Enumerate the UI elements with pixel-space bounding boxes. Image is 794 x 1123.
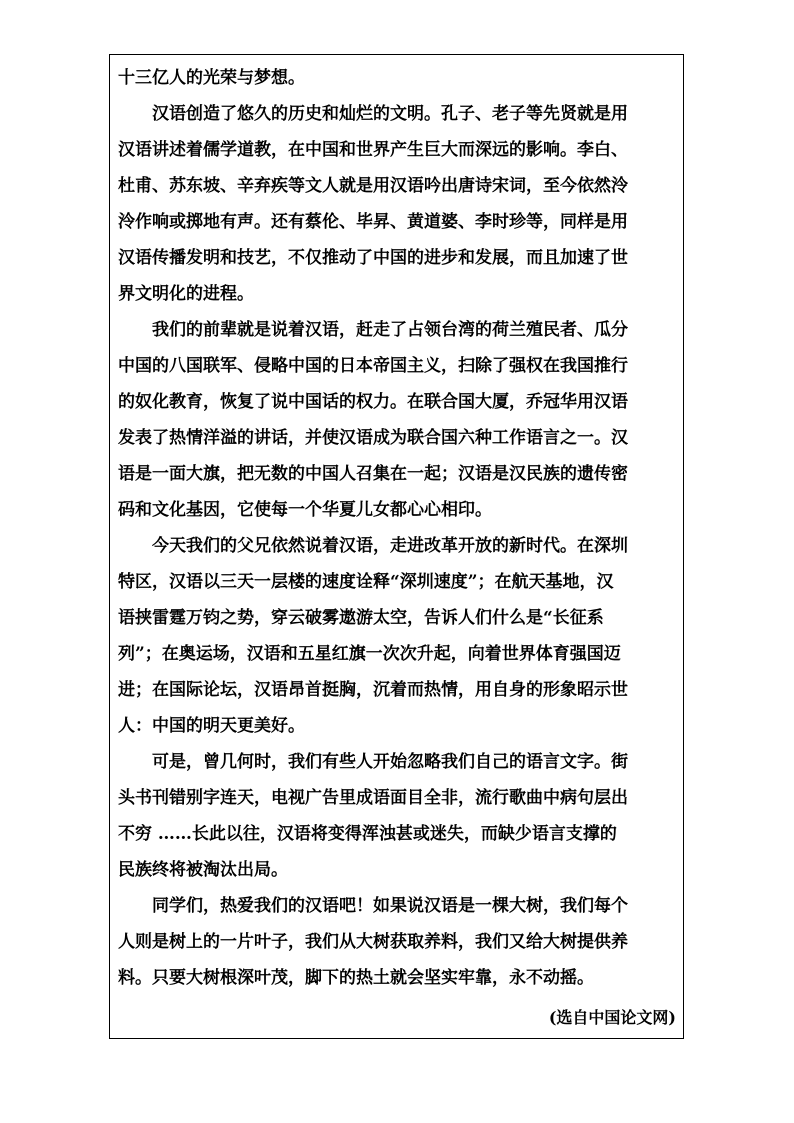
- text-line: 列”；在奥运场，汉语和五星红旗一次次升起，向着世界体育强国迈: [118, 644, 621, 664]
- text-line: 汉语讲述着儒学道教，在中国和世界产生巨大而深远的影响。李白、: [118, 140, 628, 160]
- text-line: 我们的前辈就是说着汉语，赶走了占领台湾的荷兰殖民者、瓜分: [152, 320, 628, 340]
- text-line: 的奴化教育，恢复了说中国话的权力。在联合国大厦，乔冠华用汉语: [118, 392, 628, 412]
- text-line: 汉语创造了悠久的历史和灿烂的文明。孔子、老子等先贤就是用: [152, 104, 628, 124]
- text-line: 可是，曾几何时，我们有些人开始忽略我们自己的语言文字。街: [152, 752, 628, 772]
- text-line: 人：中国的明天更美好。: [118, 716, 305, 736]
- text-line: 人则是树上的一片叶子，我们从大树获取养料，我们又给大树提供养: [118, 932, 628, 952]
- text-line: 中国的八国联军、侵略中国的日本帝国主义，扫除了强权在我国推行: [118, 356, 628, 376]
- text-line: 料。只要大树根深叶茂，脚下的热土就会坚实牢靠，永不动摇。: [118, 968, 594, 988]
- article-body: [118, 60, 678, 996]
- text-line: 头书刊错别字连天，电视广告里成语面目全非，流行歌曲中病句层出: [118, 788, 628, 808]
- source-citation: (选自中国论文网): [548, 1008, 676, 1027]
- text-line: 特区，汉语以三天一层楼的速度诠释“深圳速度”；在航天基地，汉: [118, 572, 614, 592]
- text-line: 杜甫、苏东坡、辛弃疾等文人就是用汉语吟出唐诗宋词，至今依然泠: [118, 176, 628, 196]
- text-line: 今天我们的父兄依然说着汉语，走进改革开放的新时代。在深圳: [152, 536, 628, 556]
- text-line: 汉语传播发明和技艺，不仅推动了中国的进步和发展，而且加速了世: [118, 248, 628, 268]
- text-line: 民族终将被淘汰出局。: [118, 860, 288, 880]
- text-line: 泠作响或掷地有声。还有蔡伦、毕昇、黄道婆、李时珍等，同样是用: [118, 212, 628, 232]
- text-line: 界文明化的进程。: [118, 284, 254, 304]
- text-line: 十三亿人的光荣与梦想。: [118, 68, 305, 88]
- text-line: 语挟雷霆万钧之势，穿云破雾遨游太空，告诉人们什么是“长征系: [118, 608, 604, 628]
- text-line: 发表了热情洋溢的讲话，并使汉语成为联合国六种工作语言之一。汉: [118, 428, 628, 448]
- text-line: 语是一面大旗，把无数的中国人召集在一起；汉语是汉民族的遗传密: [118, 464, 628, 484]
- text-line: 码和文化基因，它使每一个华夏儿女都心心相印。: [118, 500, 492, 520]
- text-line: 不穷 ……长此以往，汉语将变得浑浊甚或迷失，而缺少语言支撑的: [118, 824, 617, 844]
- text-line: 同学们，热爱我们的汉语吧！如果说汉语是一棵大树，我们每个: [152, 896, 628, 916]
- text-line: 进；在国际论坛，汉语昂首挺胸，沉着而热情，用自身的形象昭示世: [118, 680, 628, 700]
